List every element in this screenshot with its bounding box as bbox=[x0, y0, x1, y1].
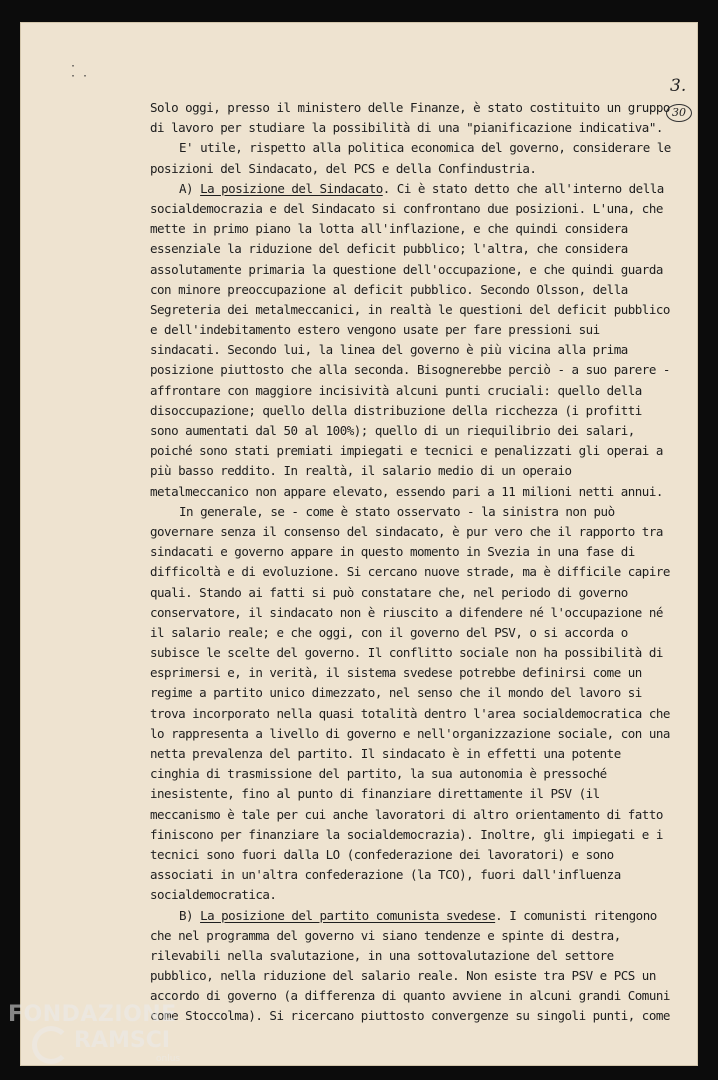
text-line: inesistente, fino al punto di finanziare direttamente il PSV (il bbox=[150, 786, 600, 802]
watermark-suffix: onlus bbox=[156, 1054, 181, 1064]
archive-number: 30 bbox=[666, 104, 692, 122]
text-line: rilevabili nella svalutazione, in una sottovalutazione del settore bbox=[150, 947, 614, 963]
text-line: con minore preoccupazione al deficit pubblico. Secondo Olsson, della bbox=[150, 281, 628, 297]
text-line: che nel programma del governo vi siano tendenze e spinte di destra, bbox=[150, 927, 621, 943]
text-line: socialdemocrazia e del Sindacato si confrontano due posizioni. L'una, che bbox=[150, 200, 663, 216]
body-text bbox=[150, 98, 671, 1027]
text-line: essenziale la riduzione del deficit pubblico; l'altra, che considera bbox=[150, 241, 628, 257]
document-page bbox=[20, 22, 698, 1066]
text-line: disoccupazione; quello della distribuzione della ricchezza (i profitti bbox=[150, 402, 642, 418]
text-line: netta prevalenza del partito. Il sindacato è in effetti una potente bbox=[150, 746, 621, 761]
text-line: regime a partito unico dimezzato, nel senso che il mondo del lavoro si bbox=[150, 685, 642, 701]
text-line: E' utile, rispetto alla politica economica del governo, considerare le bbox=[179, 140, 671, 156]
text-line: più basso reddito. In realtà, il salario medio di un operaio bbox=[150, 463, 572, 479]
text-line: associati in un'altra confederazione (la TCO), fuori dall'influenza bbox=[150, 867, 621, 883]
text-line: tecnici sono fuori dalla LO (confederazione dei lavoratori) e sono bbox=[150, 846, 614, 862]
text-line: In generale, se - come è stato osservato - la sinistra non può bbox=[179, 503, 615, 519]
text-line: Segreteria dei metalmeccanici, in realtà le questioni del deficit pubblico bbox=[150, 301, 670, 317]
text-line: difficoltà e di evoluzione. Si cercano nuove strade, ma è difficile capire bbox=[150, 564, 670, 580]
text-line: cinghia di trasmissione del partito, la sua autonomia è pressoché bbox=[150, 766, 607, 782]
text-line: e dell'indebitamento estero vengono usate per fare pressioni sui bbox=[150, 322, 600, 338]
text-line: quali. Stando ai fatti si può constatare che, nel periodo di governo bbox=[150, 584, 628, 600]
text-line: affrontare con maggiore incisività alcuni punti cruciali: quello della bbox=[150, 382, 642, 398]
text-line: lo rappresenta a livello di governo e nell'organizzazione sociale, con una bbox=[150, 725, 670, 741]
text-line: B) La posizione del partito comunista svedese. I comunisti ritengono bbox=[179, 907, 657, 923]
text-line: esprimersi e, in verità, il sistema svedese potrebbe definirsi come un bbox=[150, 665, 642, 681]
text-line: mette in primo piano la lotta all'inflazione, e che quindi considera bbox=[150, 221, 628, 237]
text-line: il salario reale; e che oggi, con il governo del PSV, o si accorda o bbox=[150, 624, 628, 640]
text-line: sono aumentati dal 50 al 100%); quello di un riequilibrio dei salari, bbox=[150, 423, 635, 438]
text-line: di lavoro per studiare la possibilità di una "pianificazione indicativa". bbox=[150, 120, 663, 136]
text-line: trova incorporato nella quasi totalità dentro l'area socialdemocratica che bbox=[150, 705, 670, 721]
text-line: posizione piuttosto che alla seconda. Bisognerebbe perciò - a suo parere - bbox=[150, 362, 670, 378]
text-line: come Stoccolma). Si ricercano piuttosto convergenze su singoli punti, come bbox=[150, 1008, 670, 1024]
text-line: poiché sono stati premiati impiegati e tecnici e penalizzati gli operai a bbox=[150, 443, 663, 459]
text-line: metalmeccanico non appare elevato, essendo pari a 11 milioni netti annui. bbox=[150, 483, 663, 499]
text-line: sindacati e governo appare in questo momento in Svezia in una fase di bbox=[150, 544, 635, 560]
text-line: pubblico, nella riduzione del salario reale. Non esiste tra PSV e PCS un bbox=[150, 968, 656, 984]
watermark-line1: FONDAZIONE bbox=[8, 1002, 177, 1027]
watermark-line2: RAMSCI bbox=[74, 1028, 171, 1053]
text-line: finiscono per finanziare la socialdemocrazia). Inoltre, gli impiegati e i bbox=[150, 826, 663, 842]
text-line: Solo oggi, presso il ministero delle Finanze, è stato costituito un gruppo bbox=[150, 100, 670, 115]
text-line: assolutamente primaria la questione dell'occupazione, e che quindi guarda bbox=[150, 261, 663, 277]
section-heading: La posizione del partito comunista svedese bbox=[200, 907, 496, 923]
text-line: meccanismo è tale per cui anche lavoratori di altro orientamento di fatto bbox=[150, 806, 663, 822]
fondazione-gramsci-watermark bbox=[8, 1000, 208, 1070]
margin-marks: · · · bbox=[70, 61, 89, 82]
text-line: conservatore, il sindacato non è riuscito a difendere né l'occupazione né bbox=[150, 604, 663, 620]
text-line: governare senza il consenso del sindacato, è pur vero che il rapporto tra bbox=[150, 523, 663, 539]
page-number: 3. bbox=[670, 76, 687, 96]
text-line: A) La posizione del Sindacato. Ci è stato detto che all'interno della bbox=[179, 180, 664, 196]
text-line: sindacati. Secondo lui, la linea del governo è più vicina alla prima bbox=[150, 342, 628, 358]
section-heading: La posizione del Sindacato bbox=[200, 180, 383, 196]
text-line: socialdemocratica. bbox=[150, 887, 277, 903]
watermark-g-logo-icon bbox=[32, 1026, 70, 1064]
text-line: posizioni del Sindacato, del PCS e della Confindustria. bbox=[150, 160, 537, 176]
text-line: subisce le scelte del governo. Il conflitto sociale non ha possibilità di bbox=[150, 645, 663, 661]
text-line: accordo di governo (a differenza di quanto avviene in alcuni grandi Comuni bbox=[150, 988, 670, 1004]
